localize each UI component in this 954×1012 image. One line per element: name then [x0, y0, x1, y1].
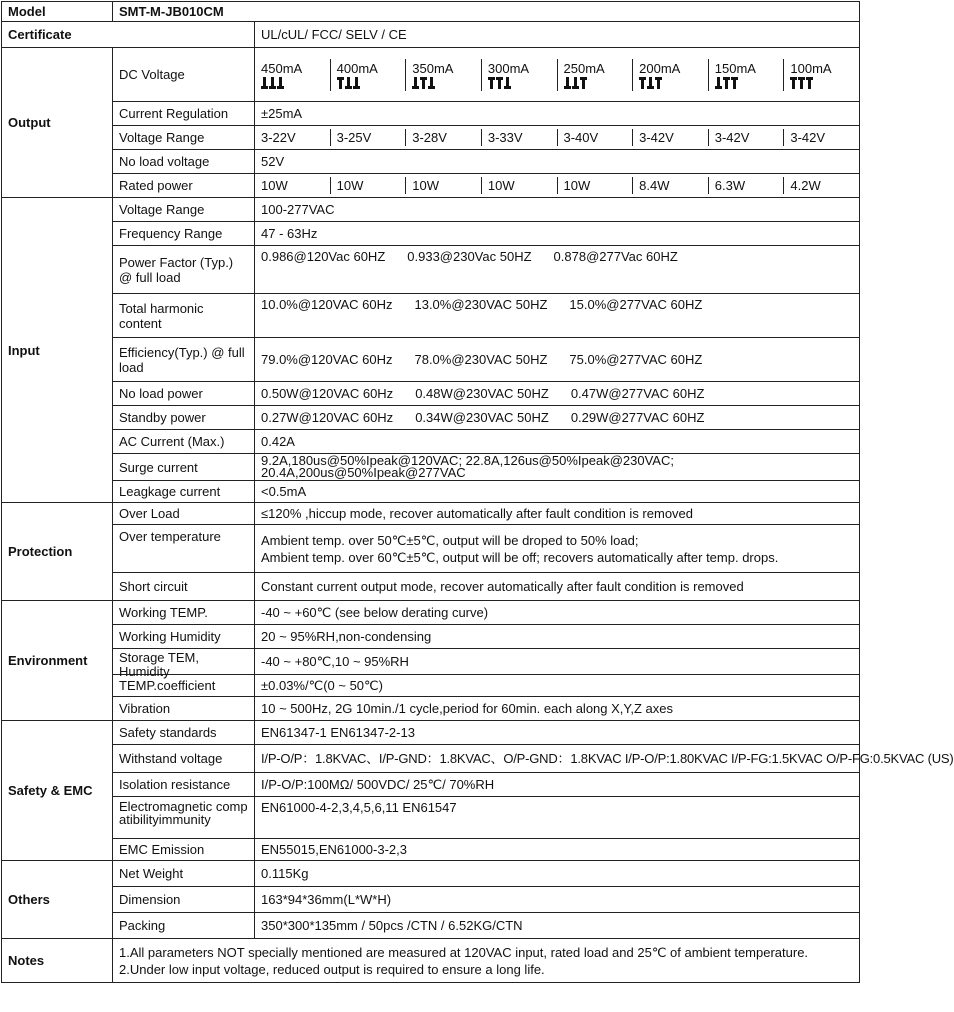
- regulation-row: [2, 102, 860, 126]
- vrange-cell: 3-25V: [331, 129, 407, 146]
- input-label: AC Current (Max.): [113, 430, 255, 454]
- current-option: [331, 59, 407, 91]
- dip-pin-up-icon: [496, 77, 503, 89]
- input-value: [255, 294, 860, 338]
- output-group-label: Output: [2, 48, 113, 198]
- env-value: 20 ~ 95%RH,non-condensing: [255, 625, 860, 649]
- notes-row: [2, 939, 860, 983]
- dip-pin-down-icon: [564, 77, 571, 89]
- input-value-part: 79.0%@120VAC 60Hz: [261, 352, 393, 367]
- dip-pin-up-icon: [580, 77, 587, 89]
- input-label: Standby power: [113, 406, 255, 430]
- certificate-row: [2, 22, 860, 48]
- power-cell: 10W: [255, 177, 331, 194]
- input-row: [2, 198, 860, 222]
- current-label: 350mA: [412, 60, 454, 76]
- current-option: [255, 59, 331, 91]
- dip-switch-icon: [488, 77, 551, 89]
- input-value-part: 0.34W@230VAC 50HZ: [415, 410, 549, 425]
- safety-value: I/P-O/P:100MΩ/ 500VDC/ 25℃/ 70%RH: [255, 773, 860, 797]
- input-group-label: Input: [2, 198, 113, 503]
- protection-label: Short circuit: [113, 573, 255, 601]
- safety-label: Isolation resistance: [113, 773, 255, 797]
- dip-pin-down-icon: [353, 77, 360, 89]
- input-label: Leagkage current: [113, 481, 255, 503]
- environment-group-label: Environment: [2, 601, 113, 721]
- input-value-part: 13.0%@230VAC 50HZ: [414, 297, 548, 312]
- noload-voltage-row: [2, 150, 860, 174]
- overtemp-line: Ambient temp. over 60℃±5℃, output will be off; recovers automatically after temp. drops.: [261, 549, 779, 565]
- current-label: 400mA: [336, 60, 378, 76]
- input-value: [255, 338, 860, 382]
- vrange-cell: 3-28V: [406, 129, 482, 146]
- env-row: [2, 675, 860, 697]
- others-label: Net Weight: [113, 861, 255, 887]
- protection-row: [2, 503, 860, 525]
- safety-label-cell: [113, 797, 255, 839]
- others-group-label: Others: [2, 861, 113, 939]
- safety-row: [2, 721, 860, 745]
- safety-label: Electromagnetic compatibilityimmunity: [119, 799, 248, 827]
- dc-voltage-row: [2, 48, 860, 102]
- env-row: [2, 601, 860, 625]
- current-option: [633, 59, 709, 91]
- protection-row: [2, 573, 860, 601]
- input-label: Power Factor (Typ.) @ full load: [113, 246, 255, 294]
- input-value-part: 0.29W@277VAC 60HZ: [570, 410, 705, 425]
- input-row: [2, 454, 860, 481]
- dip-pin-up-icon: [731, 77, 738, 89]
- current-label: 300mA: [487, 60, 530, 76]
- input-row: [2, 382, 860, 406]
- others-row: [2, 887, 860, 913]
- input-value: 47 - 63Hz: [255, 222, 860, 246]
- input-label: No load power: [113, 382, 255, 406]
- input-value-part: 10.0%@120VAC 60Hz: [261, 297, 393, 312]
- rated-power-label: Rated power: [113, 174, 255, 198]
- regulation-label: Current Regulation: [113, 102, 255, 126]
- dip-pin-down-icon: [715, 77, 722, 89]
- noload-voltage-value: 52V: [255, 150, 860, 174]
- input-value-part: 78.0%@230VAC 50HZ: [414, 352, 548, 367]
- dip-pin-down-icon: [277, 77, 284, 89]
- dip-pin-up-icon: [639, 77, 646, 89]
- dip-switch-icon: [261, 77, 324, 89]
- overtemp-line: Ambient temp. over 50℃±5℃, output will be droped to 50% load;: [261, 532, 639, 548]
- input-value-part: 75.0%@277VAC 60HZ: [569, 352, 703, 367]
- current-label: 200mA: [639, 60, 681, 76]
- note-line: 1.All parameters NOT specially mentioned are measured at 120VAC input, rated load and 25℃ of ambient temperature.: [119, 944, 809, 960]
- safety-label: Safety standards: [113, 721, 255, 745]
- env-row: [2, 625, 860, 649]
- current-option: [784, 59, 859, 91]
- safety-label: EMC Emission: [113, 839, 255, 861]
- dip-pin-down-icon: [647, 77, 654, 89]
- protection-label: Over Load: [113, 503, 255, 525]
- env-row: [2, 649, 860, 675]
- input-row: [2, 222, 860, 246]
- safety-value: EN61000-4-2,3,4,5,6,11 EN61547: [255, 797, 860, 839]
- input-label: Voltage Range: [113, 198, 255, 222]
- others-row: [2, 913, 860, 939]
- others-value: 0.115Kg: [255, 861, 860, 887]
- input-value-part: 0.47W@277VAC 60HZ: [570, 386, 705, 401]
- input-row: [2, 338, 860, 382]
- notes-value: [113, 939, 860, 983]
- model-value: SMT-M-JB010CM: [113, 2, 860, 22]
- safety-label: Withstand voltage: [113, 745, 255, 773]
- input-label: Surge current: [113, 454, 255, 481]
- power-cell: 8.4W: [633, 177, 709, 194]
- dip-pin-up-icon: [790, 77, 797, 89]
- current-selector: [255, 48, 860, 102]
- dip-pin-up-icon: [488, 77, 495, 89]
- dip-pin-down-icon: [345, 77, 352, 89]
- rated-power-values: [255, 174, 860, 198]
- certificate-label: Certificate: [2, 22, 255, 48]
- power-cell: 4.2W: [790, 178, 821, 193]
- safety-row: [2, 839, 860, 861]
- power-cell: 10W: [558, 177, 634, 194]
- input-value: [255, 382, 860, 406]
- vrange-cell: 3-42V: [633, 129, 709, 146]
- current-label: 250mA: [563, 60, 605, 76]
- input-value: [255, 454, 860, 481]
- dip-pin-up-icon: [337, 77, 344, 89]
- dip-pin-up-icon: [420, 77, 427, 89]
- certificate-value: UL/cUL/ FCC/ SELV / CE: [255, 22, 860, 48]
- env-value: ±0.03%/℃(0 ~ 50℃): [255, 675, 860, 697]
- dip-pin-up-icon: [723, 77, 730, 89]
- input-value-part: 0.878@277Vac 60HZ: [553, 249, 678, 264]
- env-label-cell: [113, 649, 255, 679]
- input-row: [2, 406, 860, 430]
- input-row: [2, 294, 860, 338]
- input-label: Efficiency(Typ.) @ full load: [113, 338, 255, 382]
- surge-line: 9.2A,180us@50%Ipeak@120VAC; 22.8A,126us@50%Ipeak@230VAC;: [261, 453, 674, 468]
- dip-pin-up-icon: [806, 77, 813, 89]
- dip-pin-down-icon: [269, 77, 276, 89]
- note-line: 2.Under low input voltage, reduced output is required to ensure a long life.: [119, 961, 545, 977]
- rated-power-row: [2, 174, 860, 198]
- power-cell: 6.3W: [709, 177, 785, 194]
- spec-table: [1, 1, 954, 983]
- dip-pin-down-icon: [504, 77, 511, 89]
- safety-row: [2, 797, 860, 839]
- voltage-range-label: Voltage Range: [113, 126, 255, 150]
- regulation-value: ±25mA: [255, 102, 860, 126]
- input-value-part: 0.933@230Vac 50HZ: [407, 249, 532, 264]
- input-label: Total harmonic content: [113, 294, 255, 338]
- model-row: [2, 2, 860, 22]
- dip-pin-up-icon: [798, 77, 805, 89]
- dip-pin-down-icon: [412, 77, 419, 89]
- power-cell: 10W: [482, 177, 558, 194]
- env-value: -40 ~ +80℃,10 ~ 95%RH: [255, 649, 860, 675]
- env-value: -40 ~ +60℃ (see below derating curve): [255, 601, 860, 625]
- env-label: Working TEMP.: [113, 601, 255, 625]
- dip-switch-icon: [412, 77, 475, 89]
- env-label: Storage TEM, Humidity: [119, 649, 199, 679]
- vrange-cell: 3-42V: [709, 129, 785, 146]
- current-option: [709, 59, 785, 91]
- safety-row: [2, 773, 860, 797]
- current-option: [482, 59, 558, 91]
- input-value: 0.42A: [255, 430, 860, 454]
- protection-value: Constant current output mode, recover automatically after fault condition is removed: [255, 573, 860, 601]
- current-label: 150mA: [714, 60, 756, 76]
- input-value-part: 0.48W@230VAC 50HZ: [415, 386, 549, 401]
- input-value: [255, 246, 860, 294]
- protection-value: ≤120% ,hiccup mode, recover automatically after fault condition is removed: [255, 503, 860, 525]
- current-option: [406, 59, 482, 91]
- env-value: 10 ~ 500Hz, 2G 10min./1 cycle,period for 60min. each along X,Y,Z axes: [255, 697, 860, 721]
- input-value: <0.5mA: [255, 481, 860, 503]
- current-label: 450mA: [261, 60, 303, 76]
- model-label: Model: [2, 2, 113, 22]
- others-label: Packing: [113, 913, 255, 939]
- input-value: 100-277VAC: [255, 198, 860, 222]
- others-value: 163*94*36mm(L*W*H): [255, 887, 860, 913]
- dip-pin-down-icon: [572, 77, 579, 89]
- input-row: [2, 481, 860, 503]
- safety-row: [2, 745, 860, 773]
- dip-pin-down-icon: [428, 77, 435, 89]
- input-value-part: 0.986@120Vac 60HZ: [261, 249, 386, 264]
- others-row: [2, 861, 860, 887]
- voltage-range-row: [2, 126, 860, 150]
- protection-group-label: Protection: [2, 503, 113, 601]
- dip-switch-icon: [564, 77, 627, 89]
- input-value-part: 0.27W@120VAC 60Hz: [261, 410, 394, 425]
- voltage-range-values: [255, 126, 860, 150]
- dip-switch-icon: [790, 77, 853, 89]
- env-label: Working Humidity: [113, 625, 255, 649]
- env-label: Vibration: [113, 697, 255, 721]
- env-label: TEMP.coefficient: [113, 675, 255, 697]
- input-row: [2, 430, 860, 454]
- safety-value: EN55015,EN61000-3-2,3: [255, 839, 860, 861]
- vrange-cell: 3-22V: [255, 129, 331, 146]
- protection-value: [255, 525, 860, 573]
- dip-switch-icon: [337, 77, 400, 89]
- current-label: 100mA: [790, 60, 832, 76]
- vrange-cell: 3-33V: [482, 129, 558, 146]
- input-label: Frequency Range: [113, 222, 255, 246]
- safety-value: I/P-O/P：1.8KVAC、I/P-GND：1.8KVAC、O/P-GND：1.8KVAC I/P-O/P:1.80KVAC I/P-FG:1.5KVAC O/P-FG:0.5KVAC (US): [255, 745, 860, 773]
- dip-pin-up-icon: [655, 77, 662, 89]
- vrange-cell: 3-40V: [558, 129, 634, 146]
- safety-group-label: Safety & EMC: [2, 721, 113, 861]
- dc-voltage-label: DC Voltage: [113, 48, 255, 102]
- notes-group-label: Notes: [2, 939, 113, 983]
- current-option: [558, 59, 634, 91]
- others-label: Dimension: [113, 887, 255, 913]
- safety-value: EN61347-1 EN61347-2-13: [255, 721, 860, 745]
- input-row: [2, 246, 860, 294]
- input-value-part: 0.50W@120VAC 60Hz: [261, 386, 394, 401]
- dip-pin-down-icon: [261, 77, 268, 89]
- dip-switch-icon: [639, 77, 702, 89]
- power-cell: 10W: [406, 177, 482, 194]
- dip-switch-icon: [715, 77, 778, 89]
- vrange-cell: 3-42V: [790, 130, 826, 145]
- input-value-part: 15.0%@277VAC 60HZ: [569, 297, 703, 312]
- others-value: 350*300*135mm / 50pcs /CTN / 6.52KG/CTN: [255, 913, 860, 939]
- protection-label: Over temperature: [113, 525, 255, 573]
- input-value: [255, 406, 860, 430]
- power-cell: 10W: [331, 177, 407, 194]
- protection-row: [2, 525, 860, 573]
- noload-voltage-label: No load voltage: [113, 150, 255, 174]
- env-row: [2, 697, 860, 721]
- surge-line: 20.4A,200us@50%Ipeak@277VAC: [261, 465, 466, 480]
